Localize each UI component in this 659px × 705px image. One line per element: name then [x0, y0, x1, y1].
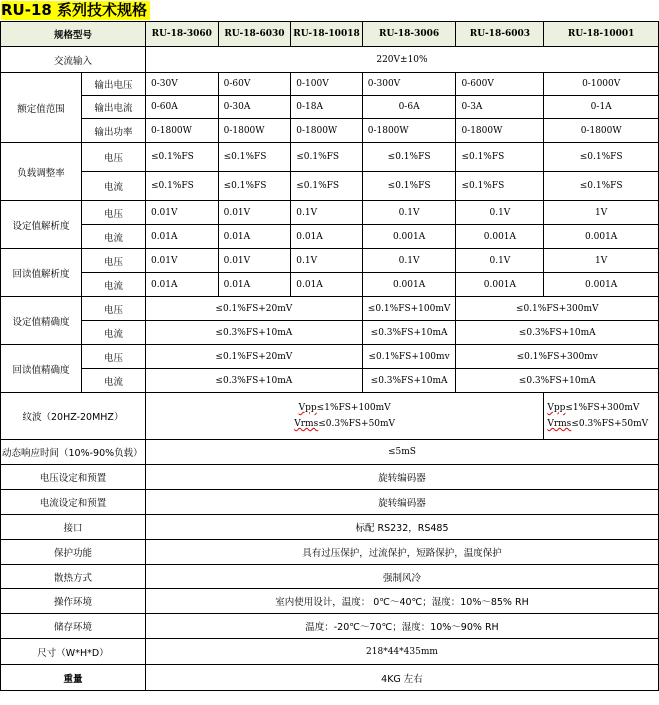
page-title: RU-18 系列技术规格: [1, 1, 150, 20]
cell-value: ≤0.1%FS: [456, 172, 544, 201]
table-row: [1, 297, 659, 321]
cell-value: 强制风冷: [145, 565, 658, 589]
cell-value: 0.01A: [218, 225, 291, 249]
sub-label: 电流: [81, 321, 145, 345]
cell-value: 0-1800W: [456, 119, 544, 143]
vpp-value: ≤1%FS+300mV: [565, 403, 640, 413]
model-header: RU-18-3006: [362, 22, 456, 47]
header-label: 规格型号: [1, 22, 146, 47]
cell-value: 0.1V: [291, 249, 362, 273]
cell-value: 0.001A: [456, 225, 544, 249]
cell-value: 0.01V: [145, 201, 218, 225]
table-row: [1, 490, 659, 515]
cell-value: ≤0.3%FS+10mA: [145, 369, 362, 393]
row-label: 保护功能: [1, 540, 146, 565]
cell-value: ≤0.1%FS: [456, 143, 544, 172]
sub-label: 电压: [81, 143, 145, 172]
cell-value: 218*44*435mm: [145, 639, 658, 665]
table-row: [1, 172, 659, 201]
cell-value: 0.01V: [145, 249, 218, 273]
table-row: [1, 565, 659, 589]
cell-value: 0-60V: [218, 73, 291, 96]
cell-value: 0.001A: [456, 273, 544, 297]
table-row: [1, 96, 659, 119]
cell-value: ≤0.3%FS+10mA: [145, 321, 362, 345]
table-row: [1, 639, 659, 665]
row-label: 动态响应时间（10%-90%负载）: [1, 440, 146, 465]
row-label: 电压设定和预置: [1, 465, 146, 490]
cell-value: 0.01V: [218, 249, 291, 273]
cell-value: 0.001A: [544, 225, 659, 249]
cell-value: ≤0.1%FS: [218, 143, 291, 172]
model-header: RU-18-6003: [456, 22, 544, 47]
cell-value: 0.1V: [456, 249, 544, 273]
sub-label: 电压: [81, 345, 145, 369]
cell-value: 0-60A: [145, 96, 218, 119]
table-row: [1, 73, 659, 96]
cell-value: 0.1V: [362, 249, 456, 273]
cell-value: ≤0.1%FS: [291, 143, 362, 172]
cell-value: 具有过压保护，过流保护，短路保护，温度保护: [145, 540, 658, 565]
sub-label: 电流: [81, 172, 145, 201]
cell-value: 1V: [544, 201, 659, 225]
table-row: [1, 249, 659, 273]
sub-label: 电流: [81, 273, 145, 297]
cell-value: 0-30V: [145, 73, 218, 96]
model-header: RU-18-6030: [218, 22, 291, 47]
cell-value: ≤0.1%FS+300mV: [456, 297, 659, 321]
cell-value: ≤0.3%FS+10mA: [362, 321, 456, 345]
cell-value: 0-1A: [544, 96, 659, 119]
cell-value: ≤0.3%FS+10mA: [456, 321, 659, 345]
cell-value: 0.1V: [362, 201, 456, 225]
table-row: [1, 273, 659, 297]
cell-value: 0.001A: [544, 273, 659, 297]
cell-value: 0.01A: [145, 225, 218, 249]
row-label: 额定值范围: [1, 73, 82, 143]
sub-label: 电压: [81, 249, 145, 273]
cell-value: 0.1V: [291, 201, 362, 225]
cell-value: ≤0.3%FS+10mA: [362, 369, 456, 393]
table-row: [1, 47, 659, 73]
cell-value: 0-1800W: [218, 119, 291, 143]
sub-label: 电压: [81, 297, 145, 321]
sub-label: 电压: [81, 201, 145, 225]
row-label: 交流输入: [1, 47, 146, 73]
cell-value: 0-1800W: [291, 119, 362, 143]
row-label: 尺寸（W*H*D）: [1, 639, 146, 665]
table-row: [1, 393, 659, 440]
vpp-label: Vpp: [547, 403, 566, 413]
sub-label: 输出功率: [81, 119, 145, 143]
table-row: [1, 540, 659, 565]
model-header: RU-18-10018: [291, 22, 362, 47]
row-label: 纹波（20HZ-20MHZ）: [1, 393, 146, 440]
header-row: [1, 22, 659, 47]
row-label: 设定值精确度: [1, 297, 82, 345]
cell-value: 标配 RS232，RS485: [145, 515, 658, 540]
cell-value: 旋转编码器: [145, 465, 658, 490]
vrms-label: Vrms: [294, 419, 319, 429]
cell-value: ≤0.1%FS+100mv: [362, 345, 456, 369]
cell-value: ≤0.1%FS: [544, 143, 659, 172]
cell-value: 0-1800W: [362, 119, 456, 143]
table-row: [1, 369, 659, 393]
cell-value: ≤0.1%FS: [145, 143, 218, 172]
cell-value: ≤0.1%FS: [145, 172, 218, 201]
row-label: 回读值解析度: [1, 249, 82, 297]
cell-value: 0-1800W: [145, 119, 218, 143]
cell-value: ≤0.1%FS+100mV: [362, 297, 456, 321]
row-label: 设定值解析度: [1, 201, 82, 249]
cell-value: 0.001A: [362, 225, 456, 249]
vrms-value: ≤0.3%FS+50mV: [571, 419, 649, 429]
cell-value: 0.01A: [291, 225, 362, 249]
model-header: RU-18-10001: [544, 22, 659, 47]
ripple-cell: [544, 393, 659, 440]
cell-value: 0-1000V: [544, 73, 659, 96]
vrms-label: Vrms: [547, 419, 572, 429]
cell-value: 0-300V: [362, 73, 456, 96]
table-row: [1, 465, 659, 490]
cell-value: ≤0.1%FS+20mV: [145, 345, 362, 369]
cell-value: 0.01A: [291, 273, 362, 297]
cell-value: 室内使用设计，温度： 0℃～40℃；湿度：10%～85% RH: [145, 589, 658, 614]
vpp-label: Vpp: [298, 403, 317, 413]
row-label: 电流设定和预置: [1, 490, 146, 515]
row-label: 重量: [1, 665, 146, 691]
row-label: 负载调整率: [1, 143, 82, 201]
row-label: 操作环境: [1, 589, 146, 614]
cell-value: 0-30A: [218, 96, 291, 119]
cell-value: 0.01A: [145, 273, 218, 297]
row-label: 储存环境: [1, 614, 146, 639]
cell-value: 0-1800W: [544, 119, 659, 143]
cell-value: 0-600V: [456, 73, 544, 96]
row-label: 散热方式: [1, 565, 146, 589]
table-row: [1, 345, 659, 369]
vrms-value: ≤0.3%FS+50mV: [318, 419, 396, 429]
table-row: [1, 515, 659, 540]
table-row: [1, 119, 659, 143]
cell-value: 0-18A: [291, 96, 362, 119]
cell-value: ≤0.1%FS: [218, 172, 291, 201]
sub-label: 输出电压: [81, 73, 145, 96]
cell-value: ≤0.1%FS: [362, 143, 456, 172]
spec-table: [0, 21, 659, 691]
row-label: 回读值精确度: [1, 345, 82, 393]
cell-value: 1V: [544, 249, 659, 273]
table-row: [1, 440, 659, 465]
cell-value: ≤0.1%FS: [362, 172, 456, 201]
table-row: [1, 201, 659, 225]
sub-label: 电流: [81, 369, 145, 393]
cell-value: ≤0.3%FS+10mA: [456, 369, 659, 393]
table-row: [1, 225, 659, 249]
cell-value: ≤0.1%FS: [544, 172, 659, 201]
cell-value: 温度：-20℃～70℃；湿度：10%～90% RH: [145, 614, 658, 639]
cell-value: 旋转编码器: [145, 490, 658, 515]
ripple-cell: [145, 393, 543, 440]
table-row: [1, 143, 659, 172]
model-header: RU-18-3060: [145, 22, 218, 47]
vpp-value: ≤1%FS+100mV: [316, 403, 391, 413]
cell-value: 0.001A: [362, 273, 456, 297]
cell-value: 0-6A: [362, 96, 456, 119]
cell-value: ≤0.1%FS: [291, 172, 362, 201]
table-row: [1, 321, 659, 345]
cell-value: 0.01V: [218, 201, 291, 225]
cell-value: 0-100V: [291, 73, 362, 96]
cell-value: 0.01A: [218, 273, 291, 297]
cell-value: 220V±10%: [145, 47, 658, 73]
table-row: [1, 614, 659, 639]
cell-value: ≤0.1%FS+300mv: [456, 345, 659, 369]
cell-value: ≤5mS: [145, 440, 658, 465]
cell-value: ≤0.1%FS+20mV: [145, 297, 362, 321]
table-row: [1, 589, 659, 614]
table-row: [1, 665, 659, 691]
sub-label: 输出电流: [81, 96, 145, 119]
row-label: 接口: [1, 515, 146, 540]
cell-value: 0-3A: [456, 96, 544, 119]
sub-label: 电流: [81, 225, 145, 249]
cell-value: 0.1V: [456, 201, 544, 225]
cell-value: 4KG 左右: [145, 665, 658, 691]
